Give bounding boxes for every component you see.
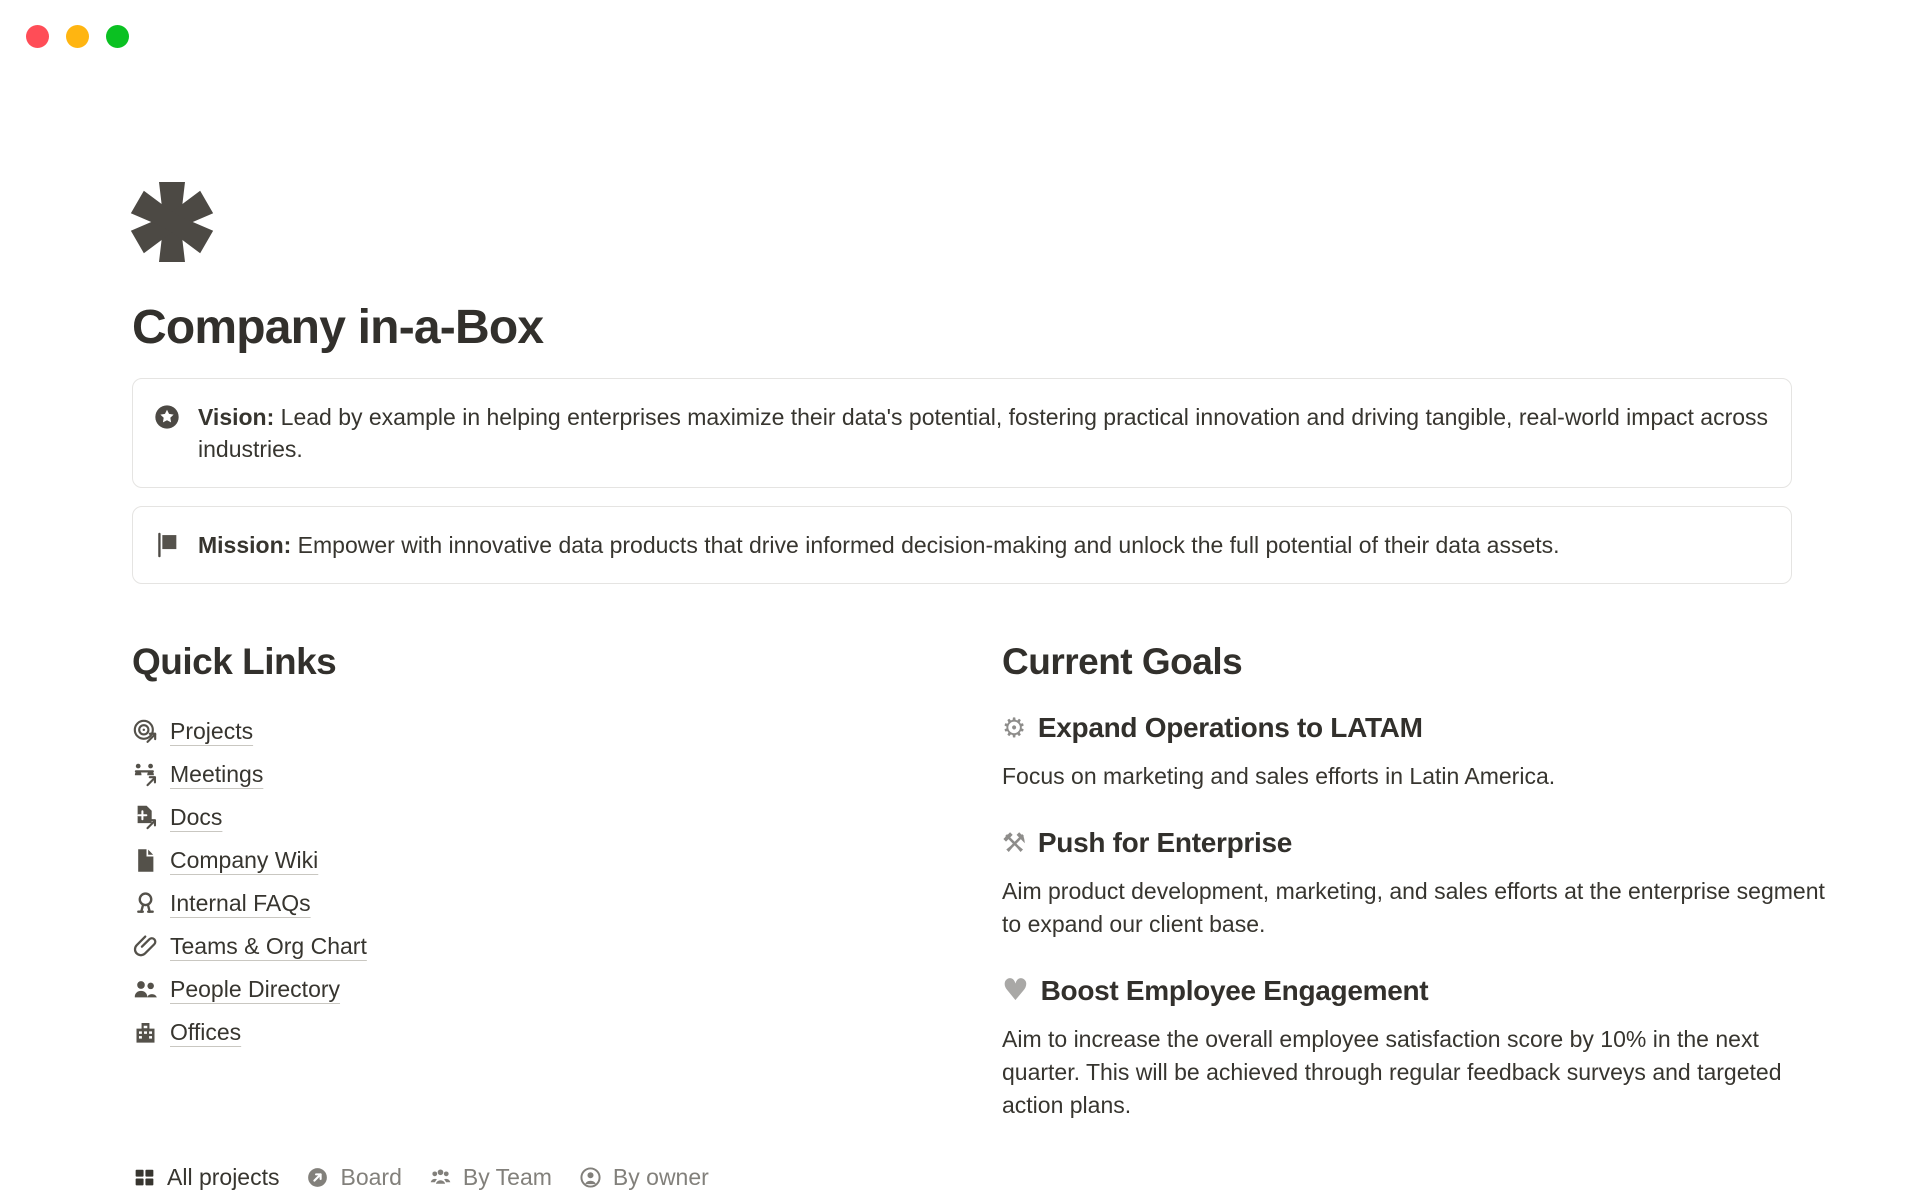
tab-all-projects[interactable]	[132, 1164, 279, 1191]
goal-description: Aim product development, marketing, and sales efforts at the enterprise segment to expand our client base.	[1002, 878, 1825, 937]
star-circle-icon	[153, 403, 181, 431]
goal-title: ♥ Boost Employee Engagement	[1002, 973, 1429, 1008]
page-title[interactable]: Company in-a-Box	[132, 301, 544, 354]
goal-title: ⚙ Expand Operations to LATAM	[1002, 712, 1423, 744]
board-view-icon	[305, 1165, 330, 1190]
quick-link-internal-faqs[interactable]: Internal FAQs	[170, 890, 311, 916]
goal-description: Aim to increase the overall employee satisfaction score by 10% in the next quarter. This will be achieved through regular feedback surveys and targeted action plans.	[1002, 1026, 1782, 1118]
zoom-button[interactable]	[106, 25, 129, 48]
target-arrow-icon	[132, 718, 159, 745]
asterisk-icon[interactable]	[132, 182, 212, 262]
people-group-icon	[428, 1165, 453, 1190]
tab-board[interactable]	[305, 1164, 401, 1191]
goal-description: Focus on marketing and sales efforts in Latin America.	[1002, 763, 1556, 789]
link-item-internal-faqs[interactable]	[132, 882, 956, 925]
link-item-people-directory[interactable]	[132, 968, 956, 1011]
tab-by-team[interactable]	[428, 1164, 552, 1191]
current-goals-heading: Current Goals	[1002, 641, 1243, 682]
quick-link-people-directory[interactable]: People Directory	[170, 976, 341, 1002]
quick-link-meetings[interactable]: Meetings	[170, 761, 264, 787]
goal-title: ⚒ Push for Enterprise	[1002, 827, 1293, 859]
gear-emoji: ⚙	[1002, 712, 1026, 744]
two-column-layout	[132, 640, 1825, 1154]
link-item-offices[interactable]	[132, 1011, 956, 1054]
link-item-projects[interactable]	[132, 710, 956, 753]
quick-link-teams-org-chart[interactable]: Teams & Org Chart	[170, 933, 367, 959]
minimize-button[interactable]	[66, 25, 89, 48]
tab-label: By Team	[462, 1164, 552, 1190]
link-item-company-wiki[interactable]	[132, 839, 956, 882]
vision-label: Vision:	[198, 404, 275, 430]
grid-view-icon	[132, 1165, 157, 1190]
link-item-teams-org-chart[interactable]	[132, 925, 956, 968]
close-button[interactable]	[26, 25, 49, 48]
window-controls	[26, 25, 129, 48]
link-item-docs[interactable]	[132, 796, 956, 839]
quick-link-projects[interactable]: Projects	[170, 718, 254, 744]
page-icon	[132, 847, 159, 874]
people-icon	[132, 976, 159, 1003]
quick-link-company-wiki[interactable]: Company Wiki	[170, 847, 319, 873]
paperclip-icon	[132, 933, 159, 960]
quick-link-offices[interactable]: Offices	[170, 1019, 242, 1045]
flag-icon	[153, 531, 181, 559]
page-content	[132, 0, 1825, 1154]
key-icon	[132, 890, 159, 917]
mission-label: Mission:	[198, 532, 292, 558]
goal-employee-engagement	[1002, 973, 1842, 1122]
goal-push-enterprise	[1002, 825, 1842, 941]
mission-callout[interactable]	[132, 506, 1792, 584]
tab-label: Board	[340, 1164, 402, 1190]
building-icon	[132, 1019, 159, 1046]
mission-text: Mission: Empower with innovative data products that drive informed decision-making and unlock the full potential of their data assets.	[198, 532, 1560, 558]
goal-expand-latam	[1002, 710, 1842, 793]
link-item-meetings[interactable]	[132, 753, 956, 796]
quick-links-list	[132, 710, 956, 1054]
vision-text: Vision: Lead by example in helping enterprises maximize their data's potential, fostering practical innovation and driving tangible, real-world impact across industries.	[198, 404, 1769, 462]
document-plus-arrow-icon	[132, 804, 159, 831]
tab-by-owner[interactable]	[578, 1164, 709, 1191]
person-circle-icon	[578, 1165, 603, 1190]
vision-callout[interactable]	[132, 378, 1792, 488]
quick-link-docs[interactable]: Docs	[170, 804, 223, 830]
database-view-tabs	[132, 1164, 709, 1191]
quick-links-column	[132, 640, 956, 1154]
meeting-people-arrow-icon	[132, 761, 159, 788]
current-goals-column	[1002, 640, 1842, 1154]
hammer-and-wrench-emoji: ⚒	[1002, 827, 1026, 859]
grey-heart-emoji: ♥	[1002, 973, 1029, 1008]
tab-label: By owner	[612, 1164, 709, 1190]
quick-links-heading: Quick Links	[132, 641, 337, 682]
tab-label: All projects	[167, 1164, 280, 1190]
